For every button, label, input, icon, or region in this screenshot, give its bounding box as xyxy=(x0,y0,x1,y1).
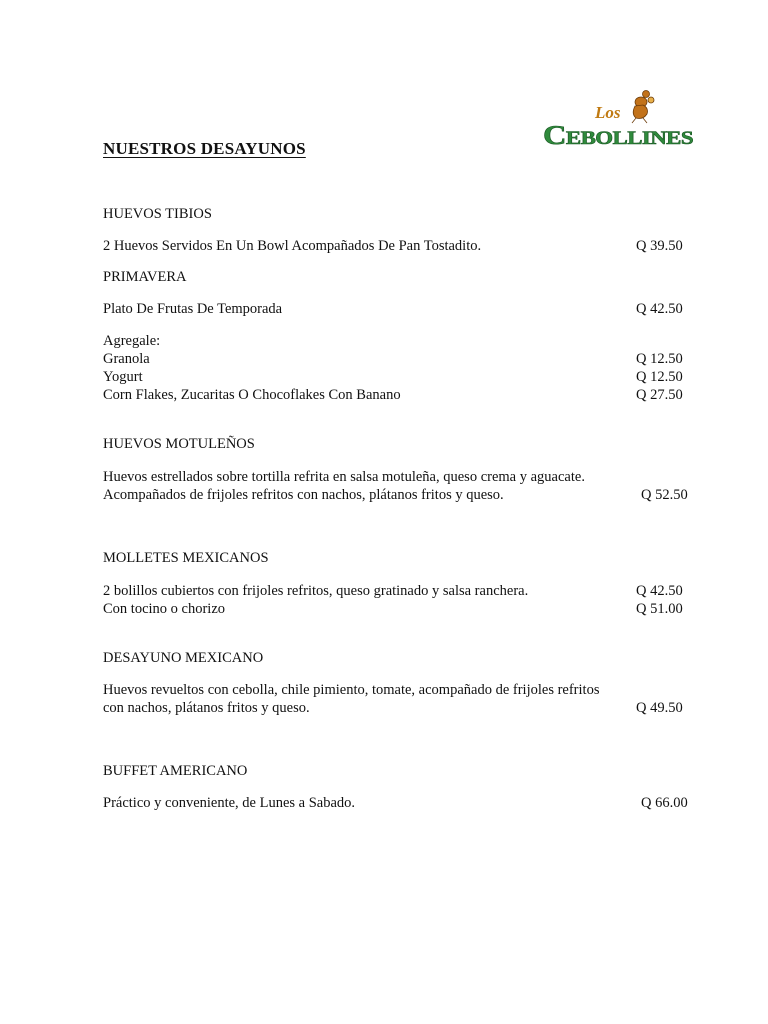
section-heading-molletes: MOLLETES MEXICANOS xyxy=(103,550,269,566)
addon-price-granola: Q 12.50 xyxy=(636,351,683,367)
item-price-desayuno-mexicano: Q 49.50 xyxy=(636,700,683,716)
item-price-motulenos: Q 52.50 xyxy=(641,487,688,503)
item-price-primavera: Q 42.50 xyxy=(636,301,683,317)
item-desc-molletes: 2 bolillos cubiertos con frijoles refritos, queso gratinado y salsa ranchera. xyxy=(103,583,529,599)
section-heading-buffet-americano: BUFFET AMERICANO xyxy=(103,763,248,779)
addon-name-cereal: Corn Flakes, Zucaritas O Chocoflakes Con Banano xyxy=(103,387,401,403)
item-desc-desayuno-mexicano-line2: con nachos, plátanos fritos y queso. xyxy=(103,700,310,716)
addon-price-yogurt: Q 12.50 xyxy=(636,369,683,385)
logo-cebollines-text: Cebollines xyxy=(543,120,693,150)
logo-los-text: Los xyxy=(595,103,621,122)
item-price-molletes-tocino: Q 51.00 xyxy=(636,601,683,617)
addons-label: Agregale: xyxy=(103,333,161,349)
page-title: NUESTROS DESAYUNOS xyxy=(103,139,306,158)
item-desc-desayuno-mexicano-line1: Huevos revueltos con cebolla, chile pimiento, tomate, acompañado de frijoles refritos xyxy=(103,682,600,698)
los-cebollines-logo xyxy=(537,88,697,152)
section-heading-primavera: PRIMAVERA xyxy=(103,269,187,285)
item-desc-primavera: Plato De Frutas De Temporada xyxy=(103,301,283,317)
item-desc-buffet: Práctico y conveniente, de Lunes a Sabado. xyxy=(103,795,356,811)
item-desc-motulenos-line2: Acompañados de frijoles refritos con nachos, plátanos fritos y queso. xyxy=(103,487,504,503)
chef-figure-icon xyxy=(632,91,654,124)
item-price-huevos-tibios: Q 39.50 xyxy=(636,238,683,254)
item-desc-motulenos-line1: Huevos estrellados sobre tortilla refrita en salsa motuleña, queso crema y aguacate. xyxy=(103,469,585,485)
section-heading-desayuno-mexicano: DESAYUNO MEXICANO xyxy=(103,650,264,666)
section-heading-huevos-motulenos: HUEVOS MOTULEÑOS xyxy=(103,436,255,452)
item-desc-huevos-tibios: 2 Huevos Servidos En Un Bowl Acompañados De Pan Tostadito. xyxy=(103,238,482,254)
item-price-buffet: Q 66.00 xyxy=(641,795,688,811)
addon-price-cereal: Q 27.50 xyxy=(636,387,683,403)
section-heading-huevos-tibios: HUEVOS TIBIOS xyxy=(103,206,212,222)
item-desc-molletes-tocino: Con tocino o chorizo xyxy=(103,601,226,617)
item-price-molletes: Q 42.50 xyxy=(636,583,683,599)
addon-name-yogurt: Yogurt xyxy=(103,369,143,385)
addon-name-granola: Granola xyxy=(103,351,150,367)
